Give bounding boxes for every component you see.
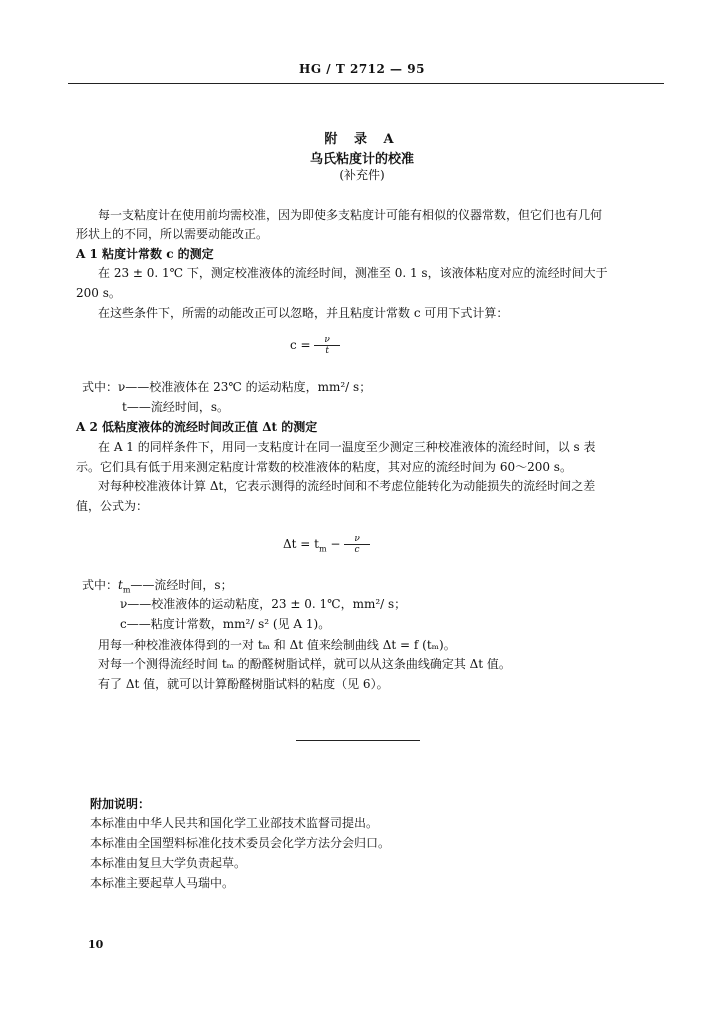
notes-line-4: 本标准主要起草人马瑞中。	[90, 876, 235, 890]
a2-formula-minus: −	[330, 537, 341, 551]
a2-paragraph-1-line-2: 示。它们具有低于用来测定粘度计常数的校准液体的粘度，其对应的流经时间为 60～200 s。	[76, 460, 572, 474]
notes-line-1: 本标准由中华人民共和国化学工业部技术监督司提出。	[90, 816, 379, 830]
a2-formula-denominator: c	[354, 545, 360, 555]
a2-where-1-var: t	[118, 578, 123, 592]
a1-where-2: t——流经时间，s。	[122, 400, 229, 414]
a2-heading: A 2 低粘度液体的流经时间改正值 Δt 的测定	[76, 420, 318, 434]
a1-paragraph-1-line-2: 200 s。	[76, 286, 121, 300]
a2-formula-fraction	[344, 534, 369, 555]
standard-code-header: HG / T 2712 — 95	[299, 62, 425, 76]
appendix-subtitle: (补充件)	[339, 168, 385, 182]
notes-heading: 附加说明：	[90, 797, 151, 811]
a2-where-2: ν——校准液体的运动粘度，23 ± 0. 1℃，mm²/ s；	[120, 597, 407, 611]
notes-line-2: 本标准由全国塑料标准化技术委员会化学方法分会归口。	[90, 836, 391, 850]
a1-formula-denominator: t	[325, 346, 329, 356]
a1-paragraph-1-line-1: 在 23 ± 0. 1℃ 下，测定校准液体的流经时间，测准至 0. 1 s，该液体粘度对应的流经时间大于	[98, 266, 608, 280]
a2-where-1-sub: m	[122, 585, 131, 595]
page-number: 10	[88, 938, 104, 951]
a2-where-label: 式中：	[82, 578, 119, 592]
a1-heading: A 1 粘度计常数 c 的测定	[76, 247, 214, 261]
a2-formula-numerator: ν	[344, 534, 369, 545]
a1-formula	[290, 335, 340, 356]
separator-rule	[296, 740, 420, 741]
a1-formula-numerator: ν	[314, 335, 339, 346]
intro-line-2: 形状上的不同，所以需要动能改正。	[76, 227, 269, 241]
a2-where-3: c——粘度计常数，mm²/ s² (见 A 1)。	[120, 617, 331, 631]
notes-line-3: 本标准由复旦大学负责起草。	[90, 856, 247, 870]
a2-paragraph-2-line-1: 对每种校准液体计算 Δt，它表示测得的流经时间和不考虑位能转化为动能损失的流经时间之差	[98, 479, 596, 493]
a2-paragraph-5: 有了 Δt 值，就可以计算酚醛树脂试料的粘度（见 6）。	[98, 677, 389, 691]
a1-formula-fraction	[314, 335, 339, 356]
header-rule	[68, 83, 664, 84]
appendix-label: 附 录 A	[324, 132, 400, 147]
intro-line-1: 每一支粘度计在使用前均需校准，因为即使多支粘度计可能有相似的仪器常数，但它们也有几何	[98, 208, 603, 222]
a2-paragraph-1-line-1: 在 A 1 的同样条件下，用同一支粘度计在同一温度至少测定三种校准液体的流经时间，以 s 表	[98, 440, 596, 454]
a2-formula-lhs: Δt = t	[283, 537, 319, 551]
a2-where-1-text: ——流经时间，s；	[130, 578, 233, 592]
a2-paragraph-3: 用每一种校准液体得到的一对 tₘ 和 Δt 值来绘制曲线 Δt = f (tₘ)。	[98, 638, 456, 652]
a2-formula	[283, 534, 370, 555]
appendix-title: 乌氏粘度计的校准	[309, 152, 414, 167]
a2-paragraph-4: 对每一个测得流经时间 tₘ 的酚醛树脂试样，就可以从这条曲线确定其 Δt 值。	[98, 657, 511, 671]
a1-paragraph-2: 在这些条件下，所需的动能改正可以忽略，并且粘度计常数 c 可用下式计算：	[98, 306, 509, 320]
a2-paragraph-2-line-2: 值，公式为：	[76, 499, 149, 513]
a1-where-label: 式中：	[82, 380, 119, 394]
a1-formula-lhs: c =	[290, 338, 311, 352]
a1-where-1: ν——校准液体在 23℃ 的运动粘度，mm²/ s；	[118, 380, 372, 394]
a2-formula-subscript: m	[319, 544, 327, 554]
a2-where-1	[118, 578, 233, 597]
